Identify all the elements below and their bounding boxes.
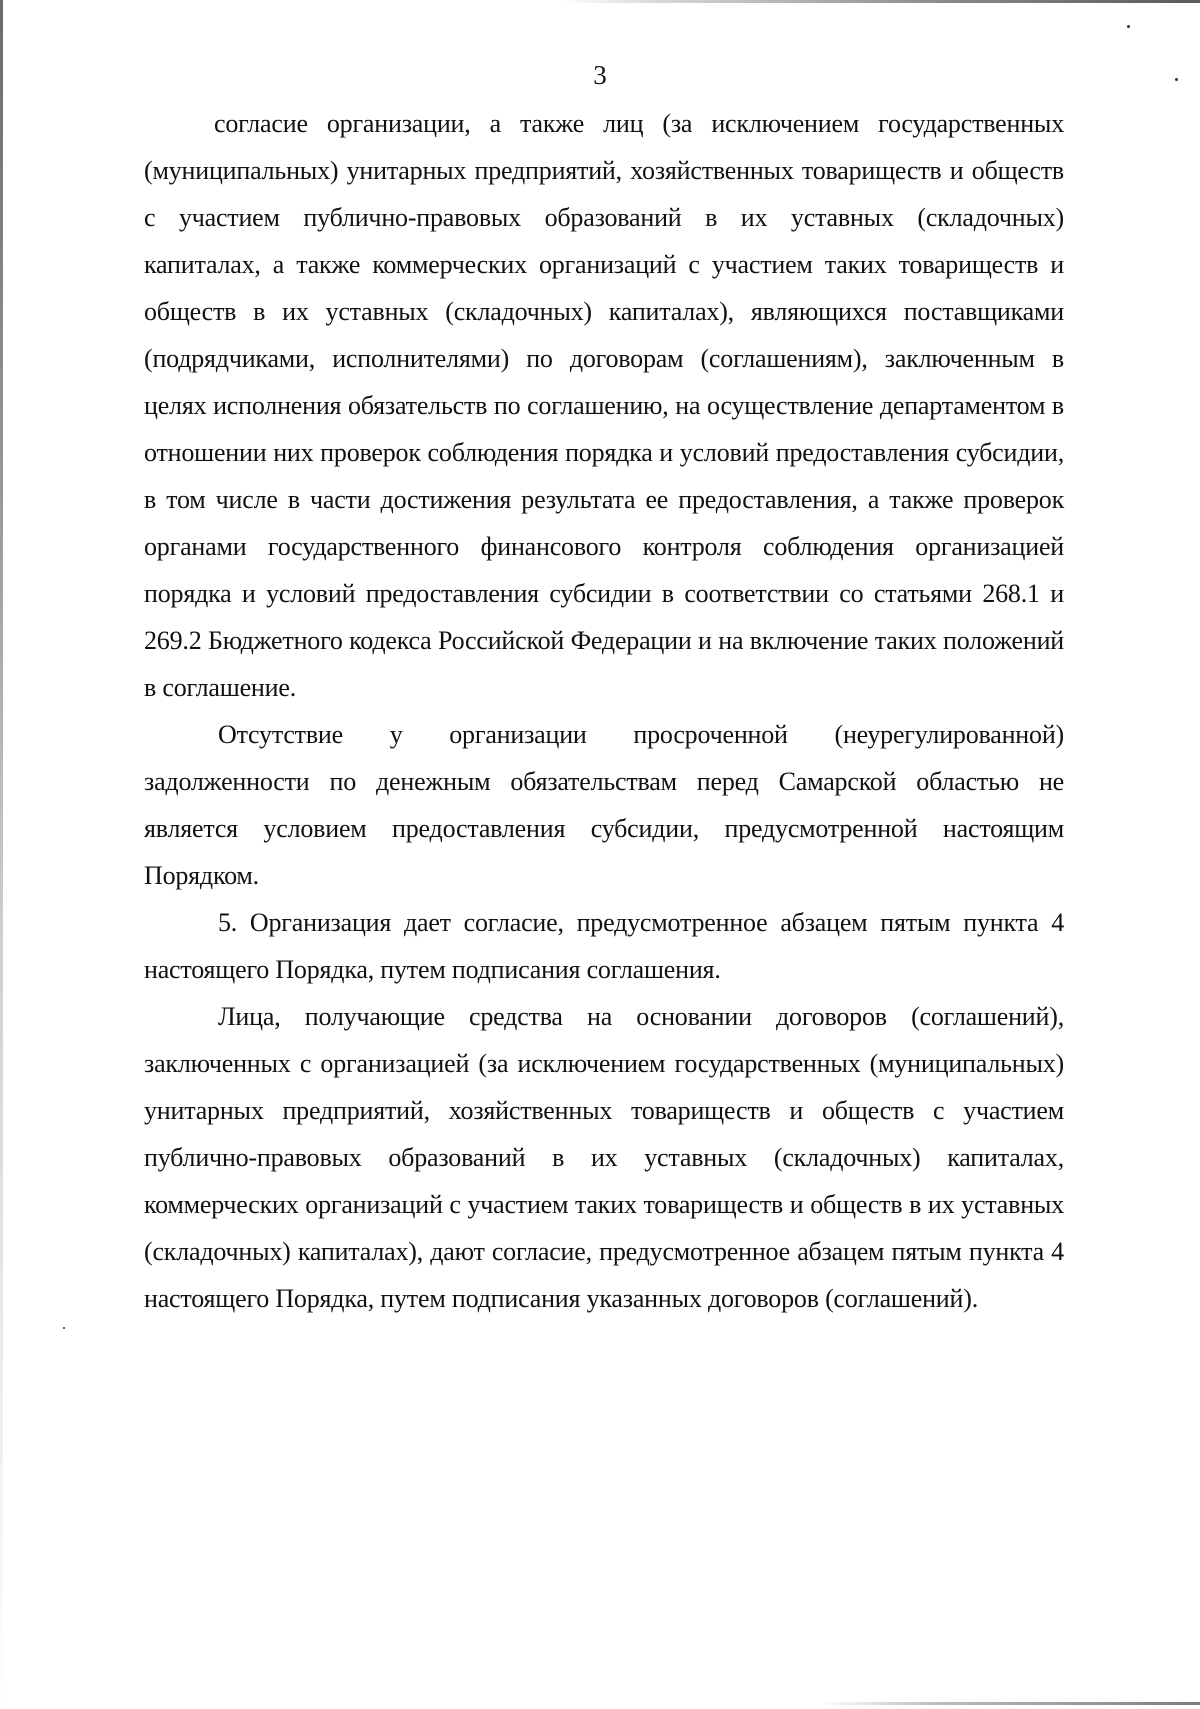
scan-border-left bbox=[0, 0, 3, 1709]
document-body bbox=[144, 100, 1064, 1322]
page-number: 3 bbox=[593, 60, 607, 90]
scan-speck bbox=[1127, 25, 1130, 28]
scan-border-bottom bbox=[820, 1702, 1200, 1705]
body-paragraph: Лица, получающие средства на основании договоров (соглашений), заключенных с организацией (за исключением государственных (муниципальных) унитарных предприятий, хозяйственных товариществ и обществ с участием публично-правовых образований в их уставных (складочных) капиталах, коммерческих организаций с участием таких товариществ и обществ в их уставных (складочных) капиталах), дают согласие, предусмотренное абзацем пятым пункта 4 настоящего Порядка, путем подписания указанных договоров (соглашений). bbox=[144, 1002, 1064, 1313]
scan-border-top bbox=[560, 0, 1200, 3]
scan-speck bbox=[63, 1327, 65, 1329]
body-paragraph: согласие организации, а также лиц (за исключением государственных (муниципальных) унитарных предприятий, хозяйственных товариществ и обществ с участием публично-правовых образований в их уставных (складочных) капиталах, а также коммерческих организаций с участием таких товариществ и обществ в их уставных (складочных) капиталах), являющихся поставщиками (подрядчиками, исполнителями) по договорам (соглашениям), заключенным в целях исполнения обязательств по соглашению, на осуществление департаментом в отношении них проверок соблюдения порядка и условий предоставления субсидии, в том числе в части достижения результата ее предоставления, а также проверок органами государственного финансового контроля соблюдения организацией порядка и условий предоставления субсидии в соответствии со статьями 268.1 и 269.2 Бюджетного кодекса Российской Федерации и на включение таких положений в соглашение. bbox=[144, 109, 1064, 702]
body-paragraph: 5. Организация дает согласие, предусмотренное абзацем пятым пункта 4 настоящего Порядка, путем подписания соглашения. bbox=[144, 908, 1064, 984]
body-paragraph: Отсутствие у организации просроченной (неурегулированной) задолженности по денежным обязательствам перед Самарской областью не является условием предоставления субсидии, предусмотренной настоящим Порядком. bbox=[144, 720, 1064, 890]
